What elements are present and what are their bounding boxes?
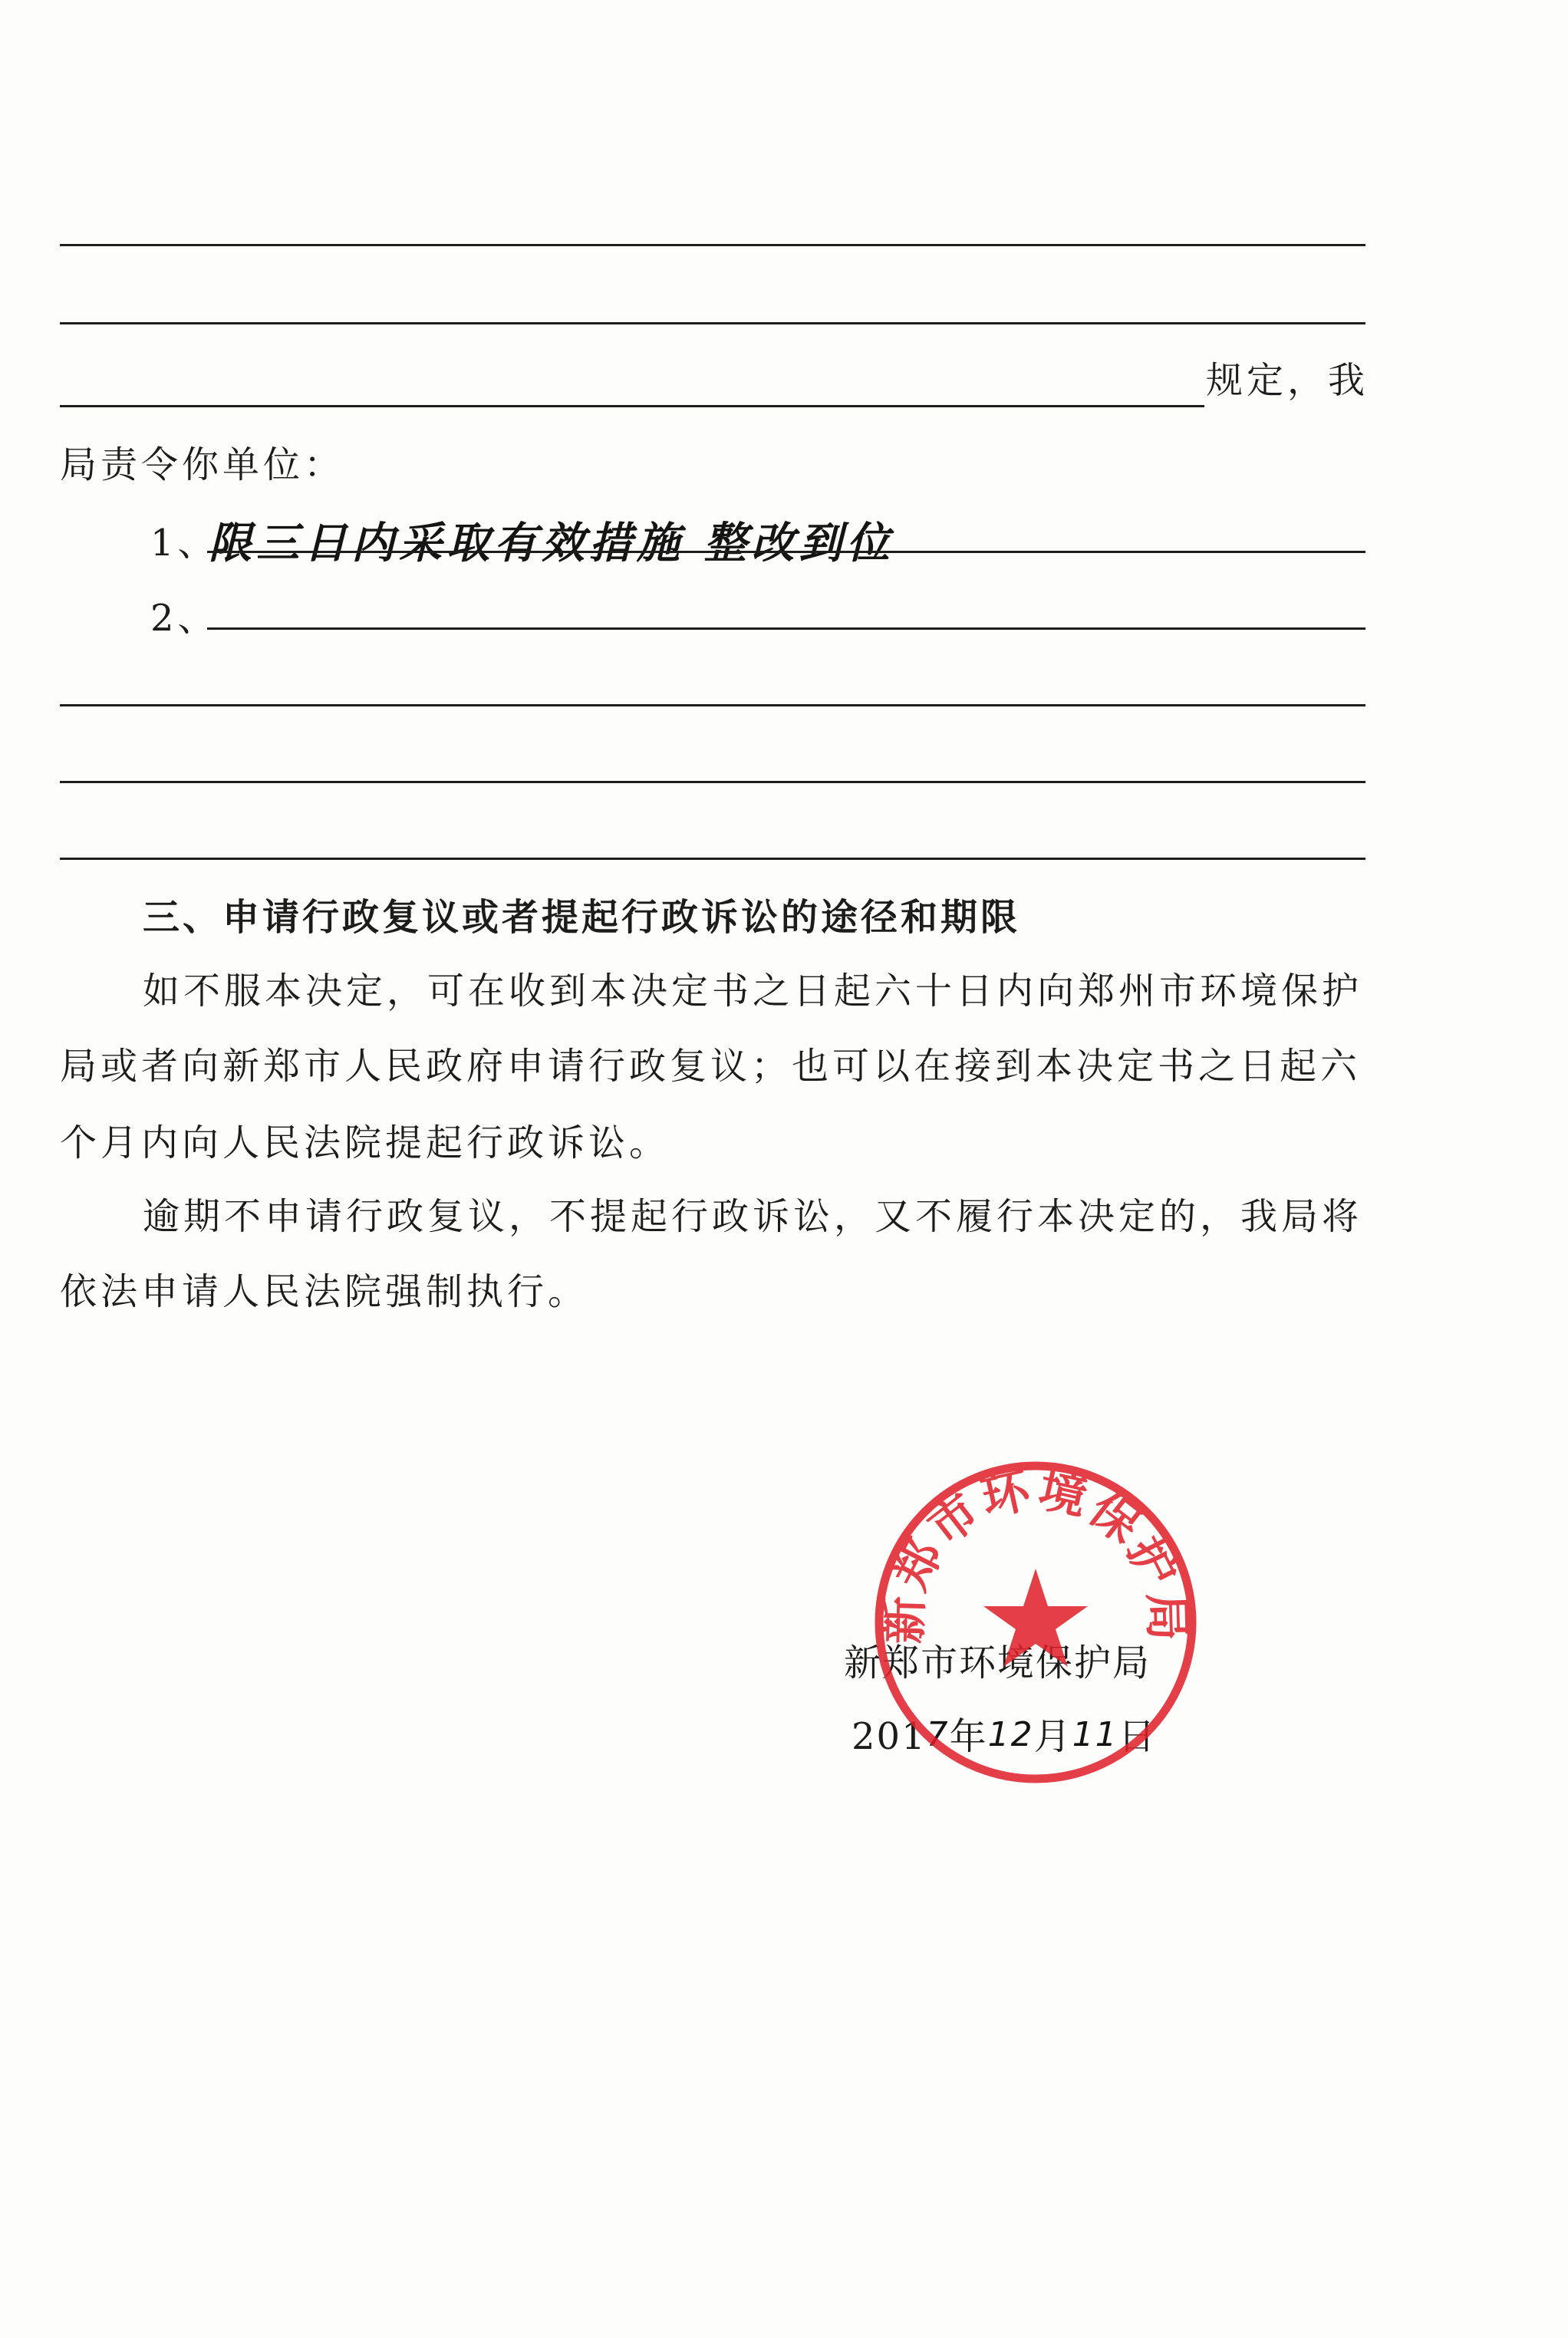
item-1-line bbox=[207, 551, 1365, 553]
date-prefix: 201 bbox=[852, 1715, 927, 1758]
fill-in-line bbox=[60, 704, 1365, 706]
paragraph-1-line-2: 局或者向新郑市人民政府申请行政复议；也可以在接到本决定书之日起六 bbox=[60, 1045, 1362, 1088]
item-1-handwritten-text: 限三日内采取有效措施 整改到位 bbox=[209, 519, 894, 568]
item-2-label: 2、 bbox=[150, 597, 219, 640]
seal-star-icon bbox=[983, 1569, 1088, 1667]
intro-continuation-text: 局责令你单位： bbox=[60, 443, 345, 486]
item-1-label: 1、 bbox=[150, 522, 219, 565]
item-2-line bbox=[207, 627, 1365, 630]
fill-in-line bbox=[60, 858, 1365, 860]
paragraph-2-line-2: 依法申请人民法院强制执行。 bbox=[60, 1270, 589, 1313]
fill-in-line bbox=[60, 322, 1365, 324]
date-day-handwritten: 11 bbox=[1072, 1715, 1118, 1754]
paragraph-2-line-1: 逾期不申请行政复议，不提起行政诉讼，又不履行本决定的，我局将 bbox=[143, 1195, 1363, 1238]
issuer-name: 新郑市环境保护局 bbox=[844, 1642, 1151, 1684]
fill-in-line bbox=[60, 244, 1365, 246]
section-3-heading: 三、申请行政复议或者提起行政诉讼的途径和期限 bbox=[143, 896, 1021, 939]
fill-in-line bbox=[60, 405, 1204, 407]
date-month-handwritten: 12 bbox=[987, 1715, 1034, 1754]
seal-text: 新郑市环境保护局 bbox=[875, 1460, 1196, 1645]
intro-tail-text: 规定，我 bbox=[1206, 359, 1369, 402]
paragraph-1-line-3: 个月内向人民法院提起行政诉讼。 bbox=[60, 1121, 670, 1164]
date-year-char: 年 bbox=[949, 1715, 988, 1758]
fill-in-line bbox=[60, 781, 1365, 783]
date-day-char: 日 bbox=[1118, 1715, 1157, 1758]
paragraph-1-line-1: 如不服本决定，可在收到本决定书之日起六十日内向郑州市环境保护 bbox=[143, 970, 1363, 1013]
date-year-handwritten: 7 bbox=[926, 1715, 950, 1754]
official-seal bbox=[867, 1454, 1204, 1791]
date-month-char: 月 bbox=[1033, 1715, 1072, 1758]
